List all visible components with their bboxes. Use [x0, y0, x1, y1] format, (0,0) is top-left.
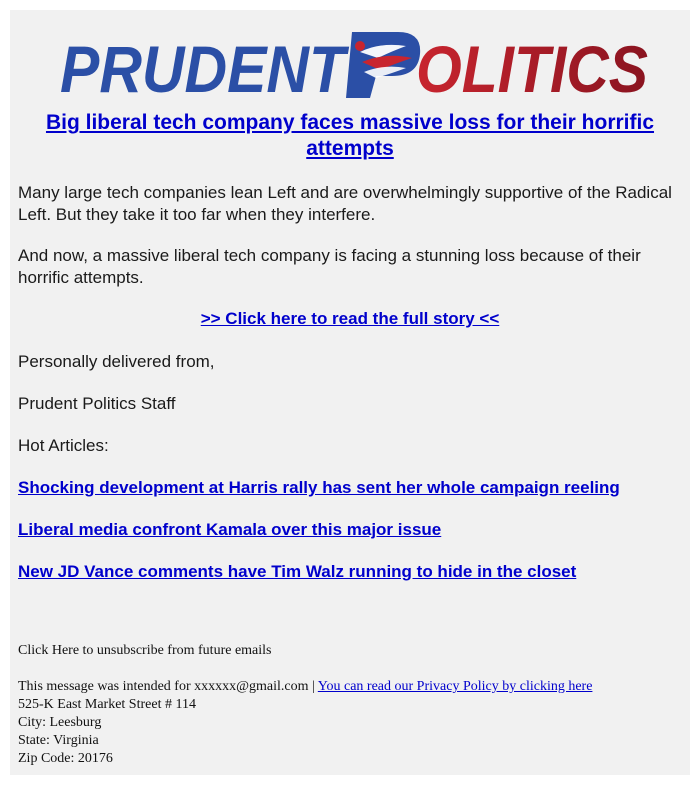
signature-text: Prudent Politics Staff	[18, 394, 176, 413]
signoff-text: Personally delivered from,	[18, 352, 215, 371]
street-address: 525-K East Market Street # 114	[18, 697, 196, 712]
hot-articles-label: Hot Articles:	[18, 436, 109, 455]
footer-address-block	[18, 678, 682, 768]
hot-article-link[interactable]: Liberal media confront Kamala over this major issue	[18, 520, 442, 539]
privacy-policy-link[interactable]: You can read our Privacy Policy by clicking here	[317, 679, 593, 694]
footer-separator: |	[308, 679, 318, 694]
logo-word-olitics: OLITICS	[416, 32, 648, 106]
logo-p-emblem-icon	[346, 32, 420, 98]
prudent-politics-logo[interactable]	[60, 18, 660, 108]
unsubscribe-link[interactable]: Click Here to unsubscribe from future emails	[18, 643, 272, 658]
state-text: State: Virginia	[18, 733, 99, 748]
zip-code-text: Zip Code: 20176	[18, 751, 113, 766]
headline-link[interactable]: Big liberal tech company faces massive loss for their horrific attempts	[45, 111, 655, 160]
body-paragraph: And now, a massive liberal tech company is facing a stunning loss because of their horrific attempts.	[18, 246, 641, 287]
email-body	[10, 10, 690, 775]
hot-article-link[interactable]: Shocking development at Harris rally has sent her whole campaign reeling	[18, 478, 620, 497]
hot-article-link[interactable]: New JD Vance comments have Tim Walz running to hide in the closet	[18, 562, 577, 581]
logo-word-prudent: PRUDENT	[60, 32, 350, 106]
read-full-story-link[interactable]: >> Click here to read the full story <<	[200, 309, 500, 328]
city-text: City: Leesburg	[18, 715, 102, 730]
intended-recipient-text: This message was intended for xxxxxx@gmail.com	[18, 679, 309, 694]
intended-recipient-line	[18, 678, 682, 696]
body-paragraph: Many large tech companies lean Left and are overwhelmingly supportive of the Radical Left. But they take it too far when they interfere.	[18, 183, 672, 224]
